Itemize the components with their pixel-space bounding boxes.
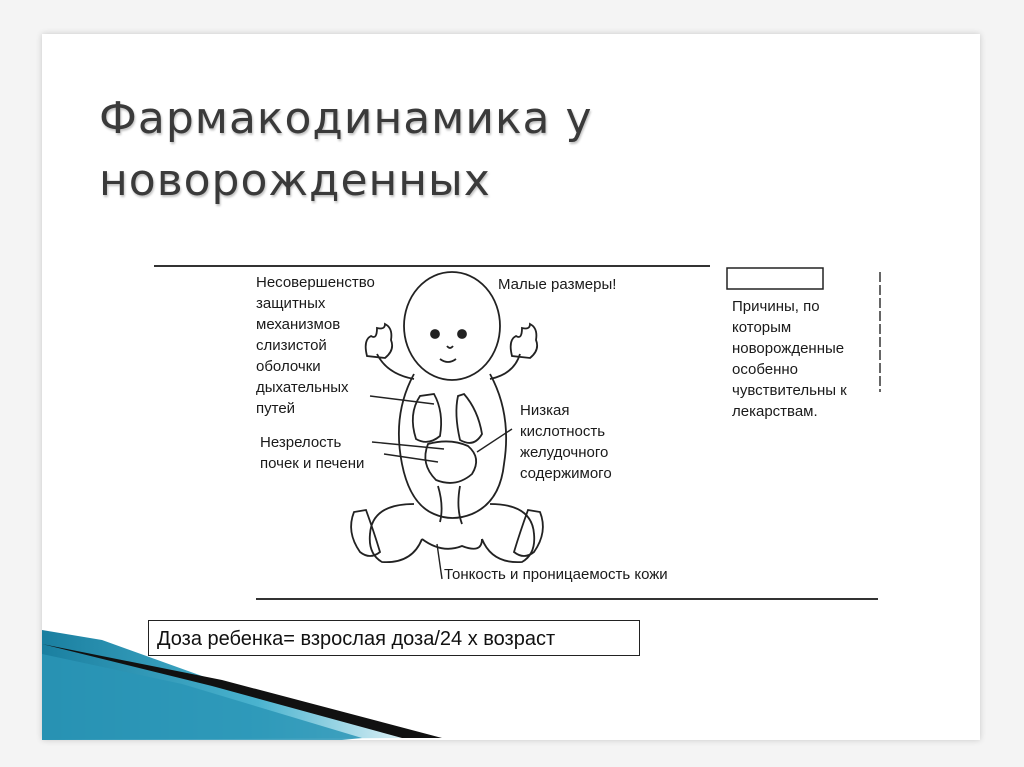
slide [42,34,980,740]
dose-formula: Доза ребенка= взрослая доза/24 х возраст [148,620,640,656]
label-skin: Тонкость и проницаемость кожи [444,566,668,583]
slide-title: Фармакодинамика у новорожденных [99,93,593,206]
label-mucosa: Несовершенство защитных механизмов слизистой оболочки дыхательных путей [256,274,375,417]
label-acidity: Низкая кислотность желудочного содержимого [520,402,612,482]
label-reasons: Причины, по которым новорожденные особенно чувствительны к лекарствам. [732,298,847,420]
label-kidney-liver: Незрелость почек и печени [260,434,365,472]
decorative-swoosh [42,34,980,740]
label-size: Малые размеры! [498,276,617,293]
